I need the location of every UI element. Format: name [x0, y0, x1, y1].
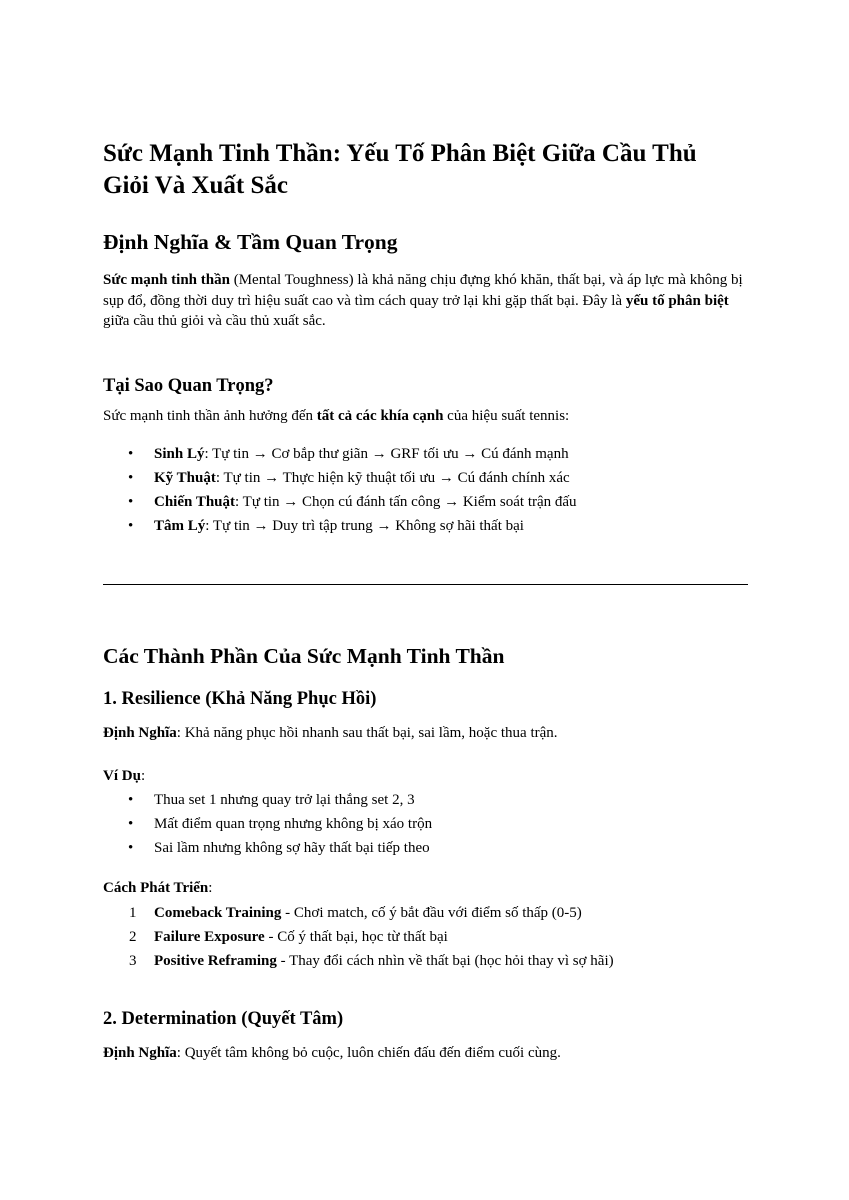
item-label: Sinh Lý: [154, 446, 205, 462]
item-label: Failure Exposure: [154, 928, 265, 945]
resilience-definition: [103, 723, 748, 744]
why-intro-pre: Sức mạnh tinh thần ảnh hưởng đến: [103, 407, 317, 424]
list-item: [103, 788, 748, 812]
item-text: Sai lầm nhưng không sợ hãy thất bại tiếp theo: [154, 840, 430, 856]
list-item: [103, 836, 748, 860]
item-label: Positive Reframing: [154, 952, 277, 969]
list-item: [103, 812, 748, 836]
determination-definition: [103, 1043, 748, 1064]
development-list: [103, 901, 748, 973]
item-text: - Cố ý thất bại, học từ thất bại: [264, 928, 448, 945]
item-label: Tâm Lý: [154, 518, 206, 534]
list-item: [103, 925, 748, 949]
item-text: : Tự tin → Cơ bắp thư giãn → GRF tối ưu → Cú đánh mạnh: [204, 446, 569, 462]
why-intro: [103, 406, 748, 427]
item-label: Kỹ Thuật: [154, 470, 216, 486]
item-label: Comeback Training: [154, 904, 282, 921]
item-text: : Tự tin → Duy trì tập trung → Không sợ hãi thất bại: [205, 518, 524, 534]
item-number: 1: [129, 904, 137, 921]
definition-paragraph: [103, 270, 748, 332]
emphasis-bold: yếu tố phân biệt: [625, 292, 729, 309]
item-text: : Tự tin → Thực hiện kỹ thuật tối ưu → Cú đánh chính xác: [215, 470, 570, 486]
why-heading: Tại Sao Quan Trọng?: [103, 375, 274, 396]
development-heading: [103, 878, 748, 899]
section-divider: [103, 584, 748, 585]
example-list: [103, 788, 748, 860]
document-content: [103, 138, 748, 1063]
development-label: Cách Phát Triển: [103, 880, 209, 896]
why-intro-post: của hiệu suất tennis:: [443, 407, 570, 424]
definition-text-2: giữa cầu thủ giỏi và cầu thủ xuất sắc.: [103, 313, 326, 329]
development-colon: :: [208, 880, 213, 896]
definition-heading: Định Nghĩa & Tầm Quan Trọng: [103, 230, 398, 254]
components-heading: Các Thành Phần Của Sức Mạnh Tinh Thần: [103, 644, 505, 668]
item-text: - Thay đổi cách nhìn về thất bại (học hỏi thay vì sợ hãi): [276, 952, 614, 969]
list-item: [103, 442, 748, 466]
why-list: [103, 442, 748, 538]
list-item: [103, 901, 748, 925]
definition-text: : Khả năng phục hồi nhanh sau thất bại, sai lầm, hoặc thua trận.: [176, 725, 558, 741]
item-number: 3: [129, 952, 137, 969]
item-text: Mất điểm quan trọng nhưng không bị xáo trộn: [154, 816, 433, 832]
list-item: [103, 490, 748, 514]
document-title: Sức Mạnh Tinh Thần: Yếu Tố Phân Biệt Giữa Cầu Thủ Giỏi Và Xuất Sắc: [103, 140, 697, 199]
term-bold: Sức mạnh tinh thần: [103, 272, 230, 288]
definition-label: Định Nghĩa: [103, 1044, 177, 1061]
list-item: [103, 514, 748, 538]
definition-label: Định Nghĩa: [103, 725, 177, 741]
bullet-glyph: •: [128, 816, 134, 832]
list-item: [103, 949, 748, 973]
item-number: 2: [129, 928, 137, 945]
item-text: - Chơi match, cố ý bắt đầu với điểm số thấp (0-5): [281, 904, 582, 921]
example-label: Ví Dụ: [103, 767, 141, 784]
bullet-glyph: •: [128, 470, 134, 486]
bullet-glyph: •: [128, 792, 134, 808]
definition-text-1: (Mental Toughness) là khả năng chịu đựng khó khăn, thất bại, và áp lực mà không bị sụp đổ, đồng thời duy trì hiệu suất cao và tìm cách quay trở lại khi gặp thất bại. Đây là: [103, 272, 743, 309]
definition-text: : Quyết tâm không bỏ cuộc, luôn chiến đấu đến điểm cuối cùng.: [176, 1044, 561, 1061]
example-colon: :: [140, 767, 146, 784]
determination-heading: 2. Determination (Quyết Tâm): [103, 1008, 344, 1029]
list-item: [103, 466, 748, 490]
item-text: Thua set 1 nhưng quay trở lại thắng set 2, 3: [154, 792, 415, 808]
bullet-glyph: •: [128, 518, 134, 534]
item-label: Chiến Thuật: [154, 494, 236, 510]
bullet-glyph: •: [128, 446, 134, 462]
item-text: : Tự tin → Chọn cú đánh tấn công → Kiểm soát trận đấu: [235, 494, 577, 510]
bullet-glyph: •: [128, 840, 134, 856]
resilience-heading: 1. Resilience (Khả Năng Phục Hồi): [103, 689, 377, 709]
why-intro-bold: tất cả các khía cạnh: [316, 407, 444, 424]
bullet-glyph: •: [128, 494, 134, 510]
example-heading: [103, 766, 748, 787]
